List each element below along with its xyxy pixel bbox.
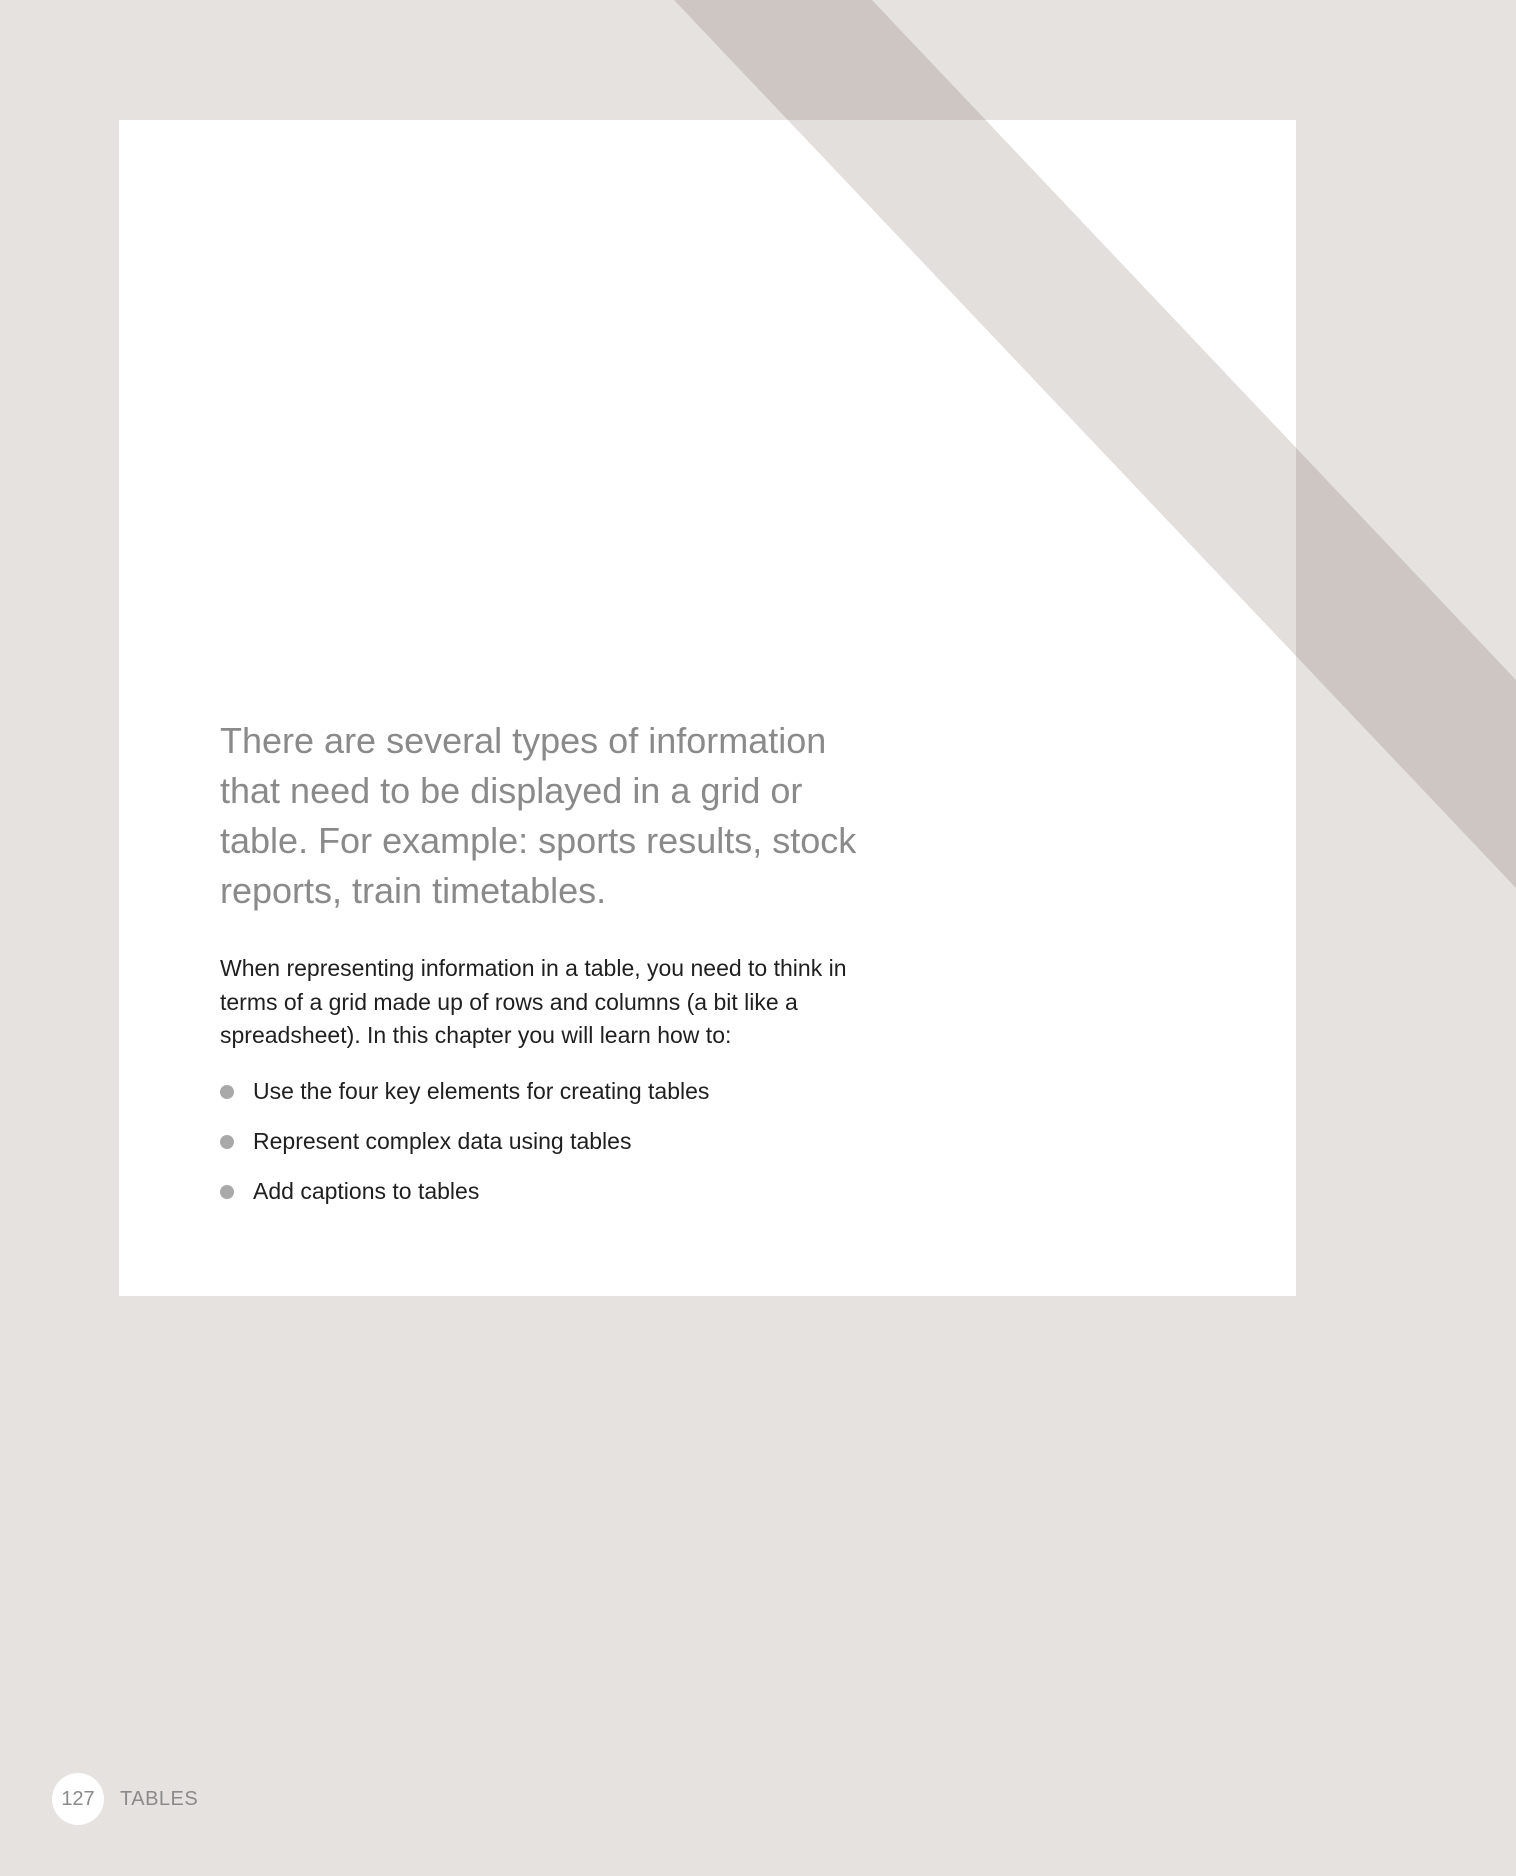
list-item-text: Add captions to tables [253, 1178, 480, 1204]
list-item [220, 1167, 880, 1217]
list-item-text: Represent complex data using tables [253, 1128, 632, 1154]
bullet-dot-icon [220, 1135, 234, 1149]
section-title: TABLES [120, 1787, 199, 1810]
page-footer [52, 1773, 198, 1825]
bullet-dot-icon [220, 1085, 234, 1099]
lead-paragraph: There are several types of information that need to be displayed in a grid or table. For example: sports results, stock reports, train timetables. [220, 720, 857, 911]
list-item [220, 1117, 880, 1167]
list-item [220, 1067, 880, 1117]
chapter-intro [220, 716, 880, 1217]
bullet-dot-icon [220, 1185, 234, 1199]
list-item-text: Use the four key elements for creating tables [253, 1078, 710, 1104]
learning-objectives-list [220, 1067, 880, 1217]
page-number-badge: 127 [52, 1773, 104, 1825]
intro-paragraph: When representing information in a table, you need to think in terms of a grid made up of rows and columns (a bit like a spreadsheet). In this chapter you will learn how to: [220, 955, 847, 1048]
